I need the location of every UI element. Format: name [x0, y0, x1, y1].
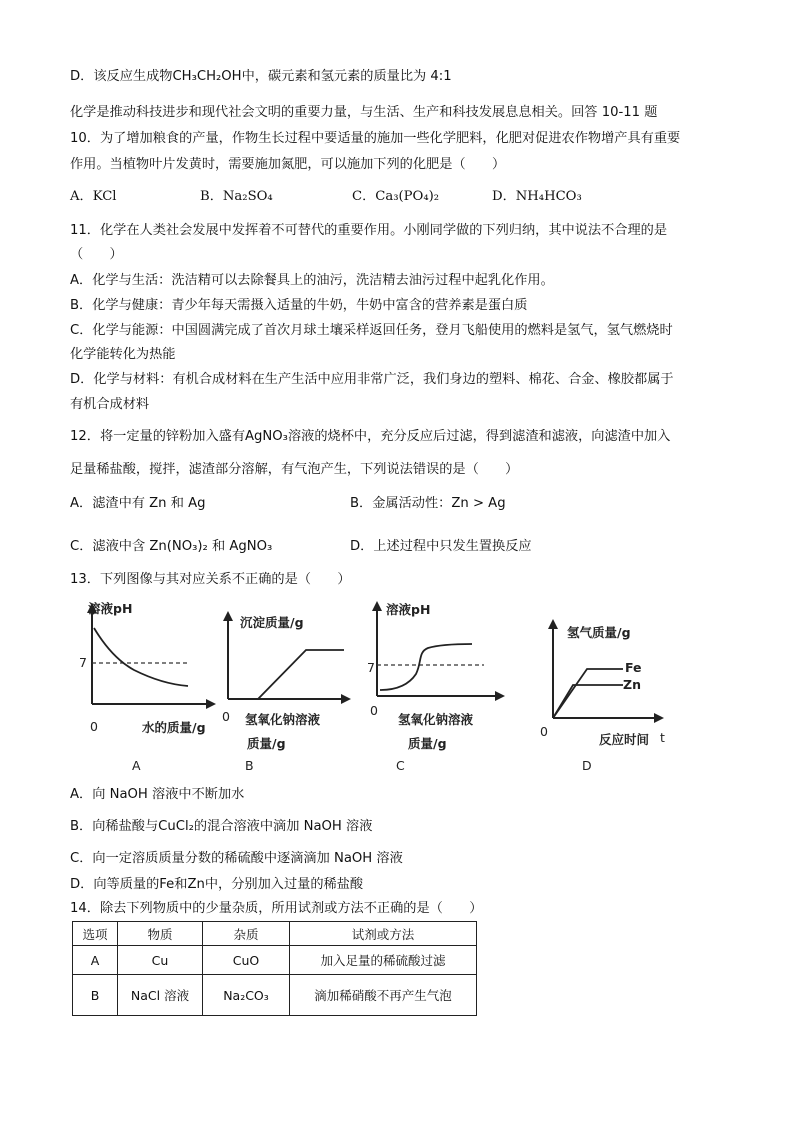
q13-option-a: A．向 NaOH 溶液中不断加水	[70, 787, 245, 802]
q10-option-d: D．NH₄HCO₃	[492, 189, 582, 204]
q10-option-a: A．KCl	[70, 189, 117, 204]
q14-row-a-option: A	[73, 946, 118, 975]
graph-a-origin: 0	[90, 719, 98, 734]
q14-table-header-row	[73, 922, 477, 946]
q10-option-c: C．Ca₃(PO₄)₂	[352, 189, 440, 204]
q14-row-a-method: 加入足量的稀硫酸过滤	[290, 946, 477, 975]
q14-row-a-impurity: CuO	[203, 946, 290, 975]
graph-d-fe-line	[553, 669, 623, 718]
q12-option-a: A．滤渣中有 Zn 和 Ag	[70, 496, 206, 511]
q10-stem-line2: 作用。当植物叶片发黄时，需要施加氮肥，可以施加下列的化肥是（ ）	[70, 157, 506, 172]
q14-header-substance: 物质	[118, 922, 203, 946]
graph-a-y7: 7	[79, 655, 87, 670]
graph-a-ylabel: 溶液pH	[88, 601, 133, 616]
q14-row-a-substance: Cu	[118, 946, 203, 975]
q14-header-method: 试剂或方法	[290, 922, 477, 946]
q13-option-b: B．向稀盐酸与CuCl₂的混合溶液中滴加 NaOH 溶液	[70, 819, 373, 834]
q11-option-d-line2: 有机合成材料	[70, 397, 150, 412]
q12-option-b: B．金属活动性：Zn > Ag	[350, 496, 506, 511]
graph-c-x-arrow	[495, 691, 505, 701]
q14-header-option: 选项	[73, 922, 118, 946]
graph-d-y-arrow	[548, 619, 558, 629]
q13-option-d: D．向等质量的Fe和Zn中，分别加入过量的稀盐酸	[70, 877, 364, 892]
graph-d-origin: 0	[540, 724, 548, 739]
q11-option-a: A．化学与生活：洗洁精可以去除餐具上的油污，洗洁精去油污过程中起乳化作用。	[70, 273, 554, 288]
q11-option-d-line1: D．化学与材料：有机合成材料在生产生活中应用非常广泛，我们身边的塑料、棉花、合金、橡胶都属于	[70, 372, 674, 387]
q10-stem-line1: 10．为了增加粮食的产量，作物生长过程中要适量的施加一些化学肥料，化肥对促进农作物增产具有重要	[70, 131, 681, 146]
q14-table	[72, 921, 477, 1016]
section-intro: 化学是推动科技进步和现代社会文明的重要力量，与生活、生产和科技发展息息相关。回答 10-11 题	[70, 105, 658, 120]
graph-a	[72, 600, 222, 775]
q14-row-b-option: B	[73, 975, 118, 1016]
graph-d-zn-label: Zn	[623, 677, 641, 692]
graph-d-x-arrow	[654, 713, 664, 723]
q12-option-d: D．上述过程中只发生置换反应	[350, 539, 532, 554]
graph-a-xlabel: 水的质量/g	[142, 720, 206, 735]
graph-b-xlabel2: 质量/g	[247, 736, 286, 751]
table-row	[73, 946, 477, 975]
graph-b-origin: 0	[222, 709, 230, 724]
graph-c-xlabel1: 氢氧化钠溶液	[398, 712, 474, 727]
q14-header-impurity: 杂质	[203, 922, 290, 946]
graph-d-t-label: t	[660, 730, 665, 745]
q12-option-c: C．滤液中含 Zn(NO₃)₂ 和 AgNO₃	[70, 539, 273, 554]
q11-option-c-line1: C．化学与能源：中国圆满完成了首次月球土壤采样返回任务，登月飞船使用的燃料是氢气，氢气燃烧时	[70, 323, 673, 338]
q14-row-b-impurity: Na₂CO₃	[203, 975, 290, 1016]
graph-d-letter: D	[582, 758, 592, 773]
graph-c-origin: 0	[370, 703, 378, 718]
graph-d	[535, 600, 685, 775]
graph-b-ylabel: 沉淀质量/g	[240, 615, 304, 630]
q12-stem-line2: 足量稀盐酸，搅拌，滤渣部分溶解，有气泡产生，下列说法错误的是（ ）	[70, 462, 519, 477]
graph-b-line	[258, 650, 344, 699]
graph-b-letter: B	[245, 758, 254, 773]
q11-stem-line1: 11．化学在人类社会发展中发挥着不可替代的重要作用。小刚同学做的下列归纳，其中说法不合理的是	[70, 223, 668, 238]
graph-b-x-arrow	[341, 694, 351, 704]
graph-d-ylabel: 氢气质量/g	[567, 625, 631, 640]
graph-d-zn-line	[553, 685, 623, 718]
graph-d-fe-label: Fe	[625, 660, 642, 675]
q9-option-d: D．该反应生成物CH₃CH₂OH中，碳元素和氢元素的质量比为 4:1	[70, 69, 452, 84]
graph-b-xlabel1: 氢氧化钠溶液	[245, 712, 321, 727]
graph-c-letter: C	[396, 758, 405, 773]
q13-option-c: C．向一定溶质质量分数的稀硫酸中逐滴滴加 NaOH 溶液	[70, 851, 403, 866]
graph-c-ylabel: 溶液pH	[386, 602, 431, 617]
q14-row-b-substance: NaCl 溶液	[118, 975, 203, 1016]
q13-stem: 13．下列图像与其对应关系不正确的是（ ）	[70, 572, 351, 587]
q14-row-b-method: 滴加稀硝酸不再产生气泡	[290, 975, 477, 1016]
q10-option-b: B．Na₂SO₄	[200, 189, 273, 204]
graph-b-y-arrow	[223, 611, 233, 621]
graph-c-curve	[380, 644, 472, 690]
graph-a-plot	[72, 600, 222, 775]
q11-option-b: B．化学与健康：青少年每天需摄入适量的牛奶，牛奶中富含的营养素是蛋白质	[70, 298, 528, 313]
graph-a-curve	[94, 628, 188, 686]
graph-c	[362, 600, 512, 775]
graph-d-xlabel: 反应时间	[599, 732, 650, 747]
graph-b	[212, 600, 362, 775]
graph-a-letter: A	[132, 758, 141, 773]
q11-stem-line2: （ ）	[70, 247, 123, 262]
table-row	[73, 975, 477, 1016]
q12-stem-line1: 12．将一定量的锌粉加入盛有AgNO₃溶液的烧杯中，充分反应后过滤，得到滤渣和滤液，向滤渣中加入	[70, 429, 671, 444]
q14-stem: 14．除去下列物质中的少量杂质，所用试剂或方法不正确的是（ ）	[70, 901, 483, 916]
graph-c-xlabel2: 质量/g	[408, 736, 447, 751]
q11-option-c-line2: 化学能转化为热能	[70, 347, 176, 362]
graph-c-y7: 7	[367, 660, 375, 675]
graph-c-y-arrow	[372, 601, 382, 611]
